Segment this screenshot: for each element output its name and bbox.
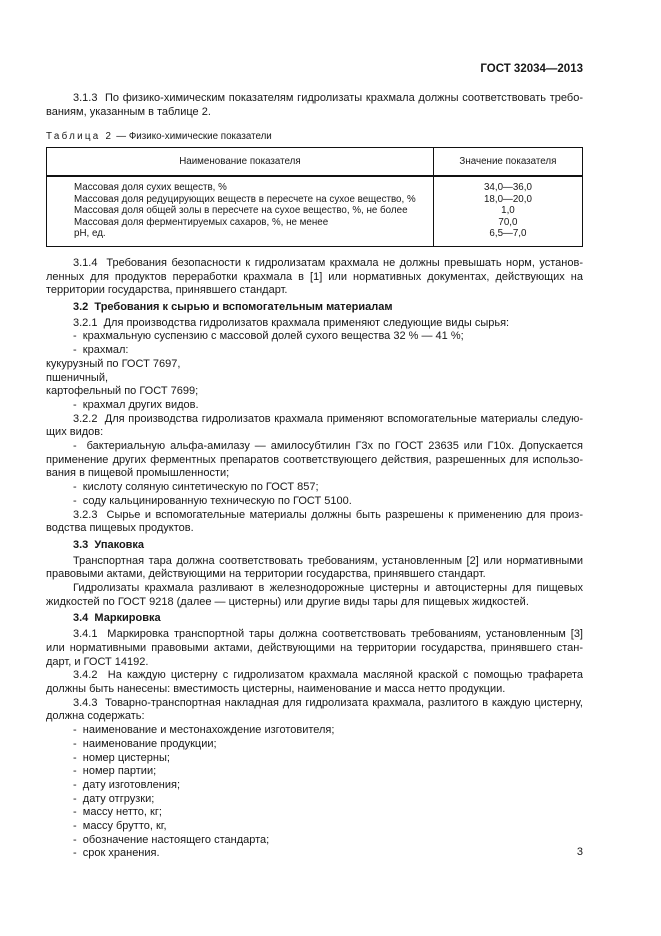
paragraph: - дату изготовления; — [73, 778, 181, 791]
indicator-value: 6,5—7,0 — [433, 228, 582, 246]
paragraph: - бактериальную альфа-амилазу — амилосубтилин Г3х по ГОСТ 23635 или Г10х. Допускается применение других ферментных препаратов соответствующего действия, разрешенных для использования в пищевой промышленности; — [46, 440, 583, 480]
paragraph: картофельный по ГОСТ 7699; — [46, 385, 199, 398]
paragraph: - массу брутто, кг, — [73, 820, 167, 833]
paragraph: - дату отгрузки; — [73, 792, 155, 805]
paragraph: - крахмал: — [73, 344, 129, 357]
indicator-value: 1,0 — [433, 205, 582, 217]
paragraph: - номер партии; — [73, 765, 157, 778]
paragraph: 3.4.3 Товарно-транспортная накладная для гидролизата крахмала, разлитого в каждую цистерну, должна содержать: — [46, 696, 583, 723]
body-paragraphs — [46, 257, 583, 861]
paragraph: 3.2.2 Для производства гидролизатов крахмала применяют вспомогательные материалы следующих видов: — [46, 412, 583, 439]
indicator-name: pH, ед. — [74, 228, 106, 240]
indicator-name: Массовая доля сухих веществ, % — [74, 182, 227, 194]
paragraph: - срок хранения. — [73, 847, 160, 860]
section-heading: 3.4 Маркировка — [73, 612, 161, 625]
paragraph: - наименование и местонахождение изготовителя; — [73, 724, 335, 737]
indicator-value: 34,0—36,0 — [433, 176, 582, 194]
table-row — [47, 228, 583, 246]
paragraph: 3.1.4 Требования безопасности к гидролизатам крахмала не должны превышать норм, установленных для продуктов переработки крахмала в [1] или нормативных документах, действующих на территории государства, принявшего стандарт. — [46, 256, 583, 297]
paragraph: 3.4.2 На каждую цистерну с гидролизатом крахмала масляной краской с помощью трафарета должны быть нанесены: вместимость цистерны, наименование и масса нетто продукции. — [46, 669, 583, 695]
table-header-row — [47, 148, 583, 177]
doc-code-header: ГОСТ 32034—2013 — [480, 63, 583, 75]
table-caption-title: — Физико-химические показатели — [116, 131, 272, 143]
paragraph: - обозначение настоящего стандарта; — [73, 833, 270, 846]
physchem-indicators-table — [46, 147, 583, 247]
section-heading: 3.2 Требования к сырью и вспомогательным материалам — [73, 301, 393, 314]
paragraph: Гидролизаты крахмала разливают в железнодорожные цистерны и автоцистерны для пищевых жидкостей по ГОСТ 9218 (далее — цистерны) или другие виды тары для пищевых жидкостей. — [46, 582, 583, 608]
paragraph: - соду кальцинированную техническую по ГОСТ 5100. — [73, 494, 352, 507]
page-number: 3 — [576, 846, 583, 858]
paragraph-3-1-3: 3.1.3 По физико-химическим показателям гидролизаты крахмала должны соответствовать требованиям, указанным в таблице 2. — [46, 92, 583, 118]
indicator-name: Массовая доля ферментируемых сахаров, %, не менее — [74, 216, 329, 228]
table-body — [47, 176, 583, 246]
paragraph: 3.2.3 Сырье и вспомогательные материалы должны быть разрешены к применению для производства пищевых продуктов. — [46, 508, 583, 535]
paragraph: 3.2.1 Для производства гидролизатов крахмала применяют следующие виды сырья: — [73, 316, 510, 329]
paragraph: 3.4.1 Маркировка транспортной тары должна соответствовать требованиям, установленным [3] или нормативными правовыми актами, действующими на территории государства, принявшего стандарт, и ГОСТ 14192. — [46, 628, 583, 668]
paragraph: пшеничный, — [46, 371, 109, 384]
table-row — [47, 205, 583, 217]
paragraph: Транспортная тара должна соответствовать требованиям, установленным [2] или нормативными правовыми актами, действующими на территории государства, принявшего стандарт. — [46, 554, 583, 581]
table-row — [47, 217, 583, 229]
paragraph: - номер цистерны; — [73, 751, 170, 764]
indicator-name: Массовая доля редуцирующих веществ в пересчете на сухое вещество, % — [74, 193, 416, 205]
table-col-header: Наименование показателя — [47, 148, 434, 177]
section-heading: 3.3 Упаковка — [73, 538, 145, 551]
paragraph: - крахмал других видов. — [73, 398, 199, 411]
indicator-name: Массовая доля общей золы в пересчете на сухое вещество, %, не более — [74, 205, 408, 217]
paragraph: - кислоту соляную синтетическую по ГОСТ 857; — [73, 481, 319, 494]
paragraph: - наименование продукции; — [73, 737, 217, 750]
table-caption — [46, 131, 583, 142]
paragraph: кукурузный по ГОСТ 7697, — [46, 357, 181, 370]
indicator-value: 70,0 — [433, 217, 582, 229]
paragraph: - крахмальную суспензию с массовой долей сухого вещества 32 % — 41 %; — [73, 330, 464, 343]
table-caption-label: Таблица 2 — [46, 131, 114, 143]
table-row — [47, 176, 583, 194]
indicator-value: 18,0—20,0 — [433, 194, 582, 206]
table-col-header: Значение показателя — [433, 148, 582, 177]
paragraph: - массу нетто, кг; — [73, 806, 162, 819]
table-row — [47, 194, 583, 206]
